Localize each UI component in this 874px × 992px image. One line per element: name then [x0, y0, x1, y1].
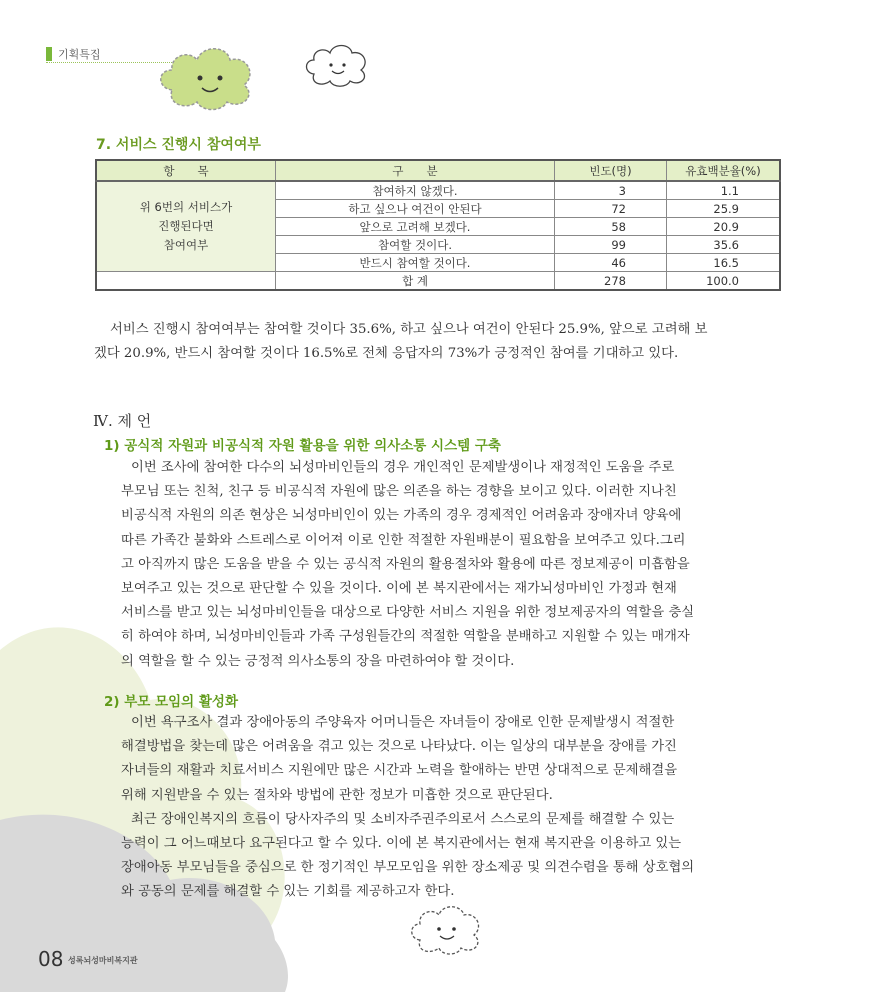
item-cell: [96, 181, 276, 272]
subsection-body-2: [121, 711, 781, 905]
category-cell: 참여하지 않겠다.: [276, 181, 555, 200]
category-cell: 앞으로 고려해 보겠다.: [276, 218, 555, 236]
text-line: 겠다 20.9%, 반드시 참여할 것이다 16.5%로 전체 응답자의 73%가 긍정적인 참여를 기대하고 있다.: [94, 346, 679, 362]
subsection-title-1: 1) 공식적 자원과 비공식적 자원 활용을 위한 의사소통 시스템 구축: [104, 438, 501, 454]
text-line: 이번 욕구조사 결과 장애아동의 주양육자 어머니들은 자녀들이 장애로 인한 문제발생시 적절한: [131, 715, 675, 730]
frequency-cell: 58: [555, 218, 667, 236]
text-line: 의 역할을 할 수 있는 긍정적 의사소통의 장을 마련하여야 할 것이다.: [121, 653, 515, 669]
tag-label: 기획특집: [58, 48, 101, 61]
text-line: 보여주고 있는 것으로 판단할 수 있을 것이다. 이에 본 복지관에서는 재가뇌성마비인 가정과 현재: [121, 581, 677, 597]
percent-cell: 25.9: [667, 200, 781, 218]
text-line: 위해 지원받을 수 있는 절차와 방법에 관한 정보가 미흡한 것으로 판단된다.: [121, 787, 553, 803]
percent-cell: 1.1: [667, 181, 781, 200]
subsection-title-2: 2) 부모 모임의 활성화: [104, 694, 238, 710]
category-cell: 반드시 참여할 것이다.: [276, 254, 555, 272]
text-line: 서비스 진행시 참여여부는 참여할 것이다 35.6%, 하고 싶으나 여건이 안된다 25.9%, 앞으로 고려해 보: [110, 322, 708, 337]
percent-cell: 20.9: [667, 218, 781, 236]
green-cloud-icon: [152, 40, 262, 115]
col-header: 유효백분율(%): [667, 160, 781, 181]
subsection-body-1: [121, 456, 781, 674]
col-header: 항 목: [96, 160, 276, 181]
item-line: 진행된다면: [158, 219, 214, 233]
item-line: 위 6번의 서비스가: [139, 200, 233, 214]
table-header-row: [96, 160, 780, 181]
text-line: 와 공동의 문제를 해결할 수 있는 기회를 제공하고자 한다.: [121, 884, 455, 900]
organization-name: 성록뇌성마비복지관: [68, 956, 138, 965]
section-title: 7. 서비스 진행시 참여여부: [96, 137, 261, 153]
text-line: 히 하여야 하며, 뇌성마비인들과 가족 구성원들간의 적절한 역할을 분배하고 지원할 수 있는 매개자: [121, 629, 690, 645]
outline-cloud-icon: [404, 900, 486, 958]
text-line: 해결방법을 찾는데 많은 어려움을 겪고 있는 것으로 나타났다. 이는 일상의 대부분을 장애를 가진: [121, 739, 677, 755]
text-line: 이번 조사에 참여한 다수의 뇌성마비인들의 경우 개인적인 문제발생이나 재정적인 도움을 주로: [131, 460, 675, 475]
total-frequency: 278: [555, 272, 667, 291]
text-line: 고 아직까지 많은 도움을 받을 수 있는 공식적 자원의 활용절차와 활용에 따른 정보제공이 미흡함을: [121, 556, 690, 572]
page-number: 08: [38, 947, 64, 971]
category-cell: 하고 싶으나 여건이 안된다: [276, 200, 555, 218]
tag-bar: [46, 47, 52, 61]
summary-paragraph: [94, 318, 784, 366]
category-cell: 참여할 것이다.: [276, 236, 555, 254]
table-total-row: [96, 272, 780, 291]
text-line: 따른 가족간 불화와 스트레스로 이어져 이로 인한 적절한 자원배분이 필요함을 보여주고 있다.그리: [121, 532, 686, 548]
col-header: 구 분: [276, 160, 555, 181]
total-percent: 100.0: [667, 272, 781, 291]
frequency-cell: 46: [555, 254, 667, 272]
text-line: 장애아동 부모님들을 중심으로 한 정기적인 부모모임을 위한 장소제공 및 의견수렴을 통해 상호협의: [121, 860, 695, 876]
text-line: 부모님 또는 친척, 친구 등 비공식적 자원에 많은 의존을 하는 경향을 보이고 있다. 이러한 지나친: [121, 484, 677, 500]
table-row: [96, 181, 780, 200]
text-line: 자녀들의 재활과 치료서비스 지원에만 많은 시간과 노력을 할애하는 반면 상대적으로 문제해결을: [121, 763, 678, 779]
col-header: 빈도(명): [555, 160, 667, 181]
section-tag: [46, 46, 101, 62]
survey-table: [95, 159, 781, 291]
text-line: 최근 장애인복지의 흐름이 당사자주의 및 소비자주권주의로서 스스로의 문제를 해결할 수 있는: [131, 811, 675, 827]
chapter-heading: Ⅳ. 제 언: [93, 412, 152, 430]
frequency-cell: 3: [555, 181, 667, 200]
frequency-cell: 72: [555, 200, 667, 218]
text-line: 능력이 그 어느때보다 요구된다고 할 수 있다. 이에 본 복지관에서는 현재 복지관을 이용하고 있는: [121, 836, 682, 852]
frequency-cell: 99: [555, 236, 667, 254]
total-label: 합 계: [276, 272, 555, 291]
percent-cell: 16.5: [667, 254, 781, 272]
text-line: 비공식적 자원의 의존 현상은 뇌성마비인이 있는 가족의 경우 경제적인 어려움과 장애자녀 양육에: [121, 508, 682, 524]
item-line: 참여여부: [163, 238, 209, 252]
outline-cloud-icon: [300, 40, 372, 90]
percent-cell: 35.6: [667, 236, 781, 254]
text-line: 서비스를 받고 있는 뇌성마비인들을 대상으로 다양한 서비스 지원을 위한 정보제공자의 역할을 충실: [121, 605, 695, 621]
